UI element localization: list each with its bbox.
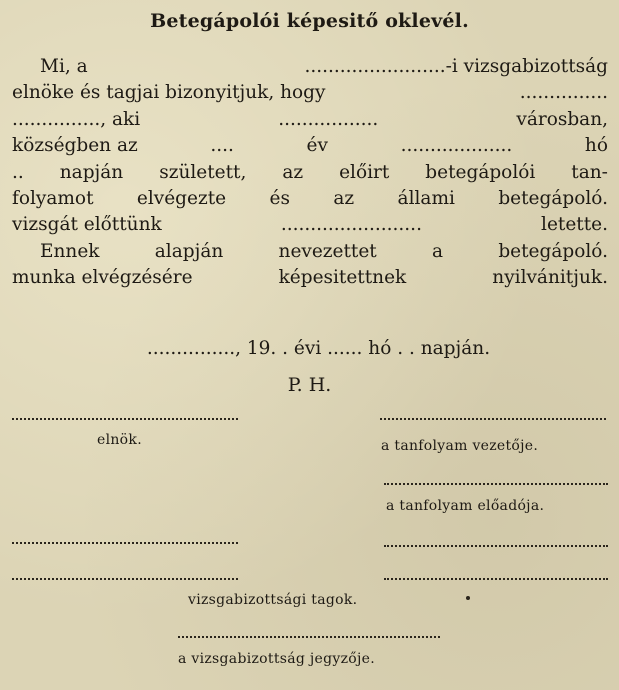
signature-line-eloado xyxy=(384,483,608,485)
ink-speck xyxy=(466,596,470,600)
signature-line-jegyzo xyxy=(178,636,440,638)
body-word: ........................ xyxy=(280,214,422,236)
body-word: elvégezte xyxy=(136,187,227,209)
body-word: az xyxy=(282,161,304,183)
signature-label-jegyzo: a vizsgabizottság jegyzője. xyxy=(178,651,375,667)
body-word: .. xyxy=(12,161,24,183)
body-word: született, xyxy=(159,161,247,183)
body-word: ................... xyxy=(400,135,513,157)
body-word: Mi, a xyxy=(40,56,88,77)
body-line-3 xyxy=(12,107,608,133)
body-word: előirt xyxy=(339,161,390,183)
body-word: elnöke és tagjai bizonyitjuk, hogy xyxy=(12,82,326,104)
signature-line-tag-1 xyxy=(12,542,238,544)
body-word: év xyxy=(306,135,328,157)
body-word: és xyxy=(269,187,290,209)
body-word: betegápoló. xyxy=(498,240,608,262)
body-word: munka elvégzésére xyxy=(12,267,193,289)
body-line-5 xyxy=(12,160,608,186)
signature-line-tag-3 xyxy=(12,578,238,580)
document-title: Betegápolói képesitő oklevél. xyxy=(150,10,469,32)
body-word: a xyxy=(432,240,444,262)
body-word: betegápolói xyxy=(425,161,536,183)
body-line-6 xyxy=(12,186,608,212)
signature-label-elnok: elnök. xyxy=(97,432,142,448)
body-word: városban, xyxy=(516,108,608,130)
body-word: ............... xyxy=(519,82,608,104)
body-word: nevezettet xyxy=(278,240,377,262)
signature-line-tag-4 xyxy=(384,578,608,580)
signature-label-vezeto: a tanfolyam vezetője. xyxy=(381,438,539,454)
body-word: letette. xyxy=(541,214,608,236)
body-word: hó xyxy=(584,135,608,157)
body-word: vizsgát előttünk xyxy=(12,214,162,236)
body-word: tan- xyxy=(571,161,608,183)
body-word: állami xyxy=(397,187,455,209)
body-word: nyilvánitjuk. xyxy=(492,267,608,289)
body-word: képesitettnek xyxy=(278,267,407,289)
body-word: ................. xyxy=(278,108,379,130)
body-word: alapján xyxy=(154,240,224,262)
body-word: az xyxy=(333,187,355,209)
body-word: ..............., aki xyxy=(12,108,141,130)
body-line-7 xyxy=(12,212,608,238)
body-word: napján xyxy=(59,161,124,183)
body-word: ........................-i vizsgabizottság xyxy=(304,56,608,77)
date-line: ..............., 19. . évi ...... hó . . napján. xyxy=(146,338,491,359)
signature-line-tag-2 xyxy=(384,545,608,547)
body-word: folyamot xyxy=(12,187,94,209)
body-line-1 xyxy=(12,54,608,80)
body-word: Ennek xyxy=(40,240,100,262)
body-word: .... xyxy=(210,135,234,157)
body-line-9 xyxy=(12,265,608,291)
body-word: betegápoló. xyxy=(498,187,608,209)
seal-mark: P. H. xyxy=(287,374,332,396)
signature-line-vezeto xyxy=(380,418,606,420)
body-line-2 xyxy=(12,80,608,106)
signature-label-tagok: vizsgabizottsági tagok. xyxy=(188,592,358,608)
signature-label-eloado: a tanfolyam előadója. xyxy=(386,498,545,514)
signature-line-elnok xyxy=(12,418,238,420)
body-word: községben az xyxy=(12,135,138,157)
certificate-body xyxy=(12,54,608,292)
body-line-4 xyxy=(12,133,608,159)
body-line-8 xyxy=(12,239,608,265)
